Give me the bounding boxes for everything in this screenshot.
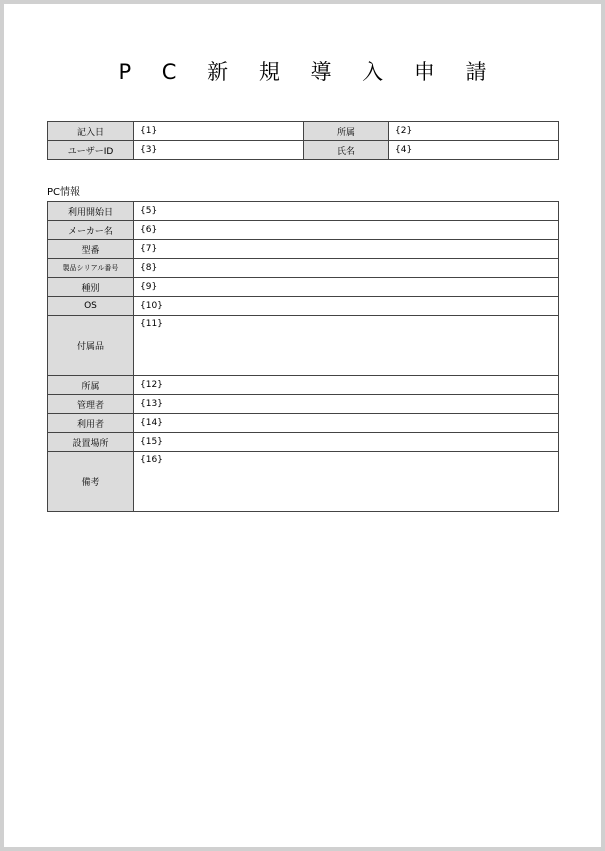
department-label: 所属 [304, 122, 389, 141]
full-name-label: 氏名 [304, 141, 389, 160]
table-row [48, 202, 559, 221]
pc-department-value[interactable]: {12} [134, 376, 559, 395]
location-value[interactable]: {15} [134, 433, 559, 452]
maker-value[interactable]: {6} [134, 221, 559, 240]
remarks-label: 備考 [48, 452, 134, 512]
section-heading-pc-info: PC情報 [47, 187, 81, 198]
table-row [48, 316, 559, 376]
user-id-label: ユーザーID [48, 141, 134, 160]
user-id-value[interactable]: {3} [134, 141, 304, 160]
start-date-value[interactable]: {5} [134, 202, 559, 221]
os-value[interactable]: {10} [134, 297, 559, 316]
table-row [48, 122, 559, 141]
department-value[interactable]: {2} [389, 122, 559, 141]
table-row [48, 376, 559, 395]
model-number-value[interactable]: {7} [134, 240, 559, 259]
user-label: 利用者 [48, 414, 134, 433]
table-row [48, 297, 559, 316]
full-name-value[interactable]: {4} [389, 141, 559, 160]
table-row [48, 141, 559, 160]
table-row [48, 259, 559, 278]
entry-date-value[interactable]: {1} [134, 122, 304, 141]
maker-label: メーカー名 [48, 221, 134, 240]
table-row [48, 278, 559, 297]
administrator-value[interactable]: {13} [134, 395, 559, 414]
table-row [48, 433, 559, 452]
model-number-label: 型番 [48, 240, 134, 259]
start-date-label: 利用開始日 [48, 202, 134, 221]
type-label: 種別 [48, 278, 134, 297]
document-page [4, 4, 601, 847]
table-row [48, 452, 559, 512]
administrator-label: 管理者 [48, 395, 134, 414]
user-value[interactable]: {14} [134, 414, 559, 433]
serial-number-label: 製品シリアル番号 [48, 259, 134, 278]
table-row [48, 395, 559, 414]
page-title: P C 新 規 導 入 申 請 [118, 60, 499, 84]
applicant-info-table [47, 121, 559, 160]
accessories-value[interactable]: {11} [134, 316, 559, 376]
table-row [48, 221, 559, 240]
pc-info-table [47, 201, 559, 512]
table-row [48, 240, 559, 259]
type-value[interactable]: {9} [134, 278, 559, 297]
remarks-value[interactable]: {16} [134, 452, 559, 512]
pc-department-label: 所属 [48, 376, 134, 395]
location-label: 設置場所 [48, 433, 134, 452]
entry-date-label: 記入日 [48, 122, 134, 141]
accessories-label: 付属品 [48, 316, 134, 376]
table-row [48, 414, 559, 433]
serial-number-value[interactable]: {8} [134, 259, 559, 278]
os-label: OS [48, 297, 134, 316]
